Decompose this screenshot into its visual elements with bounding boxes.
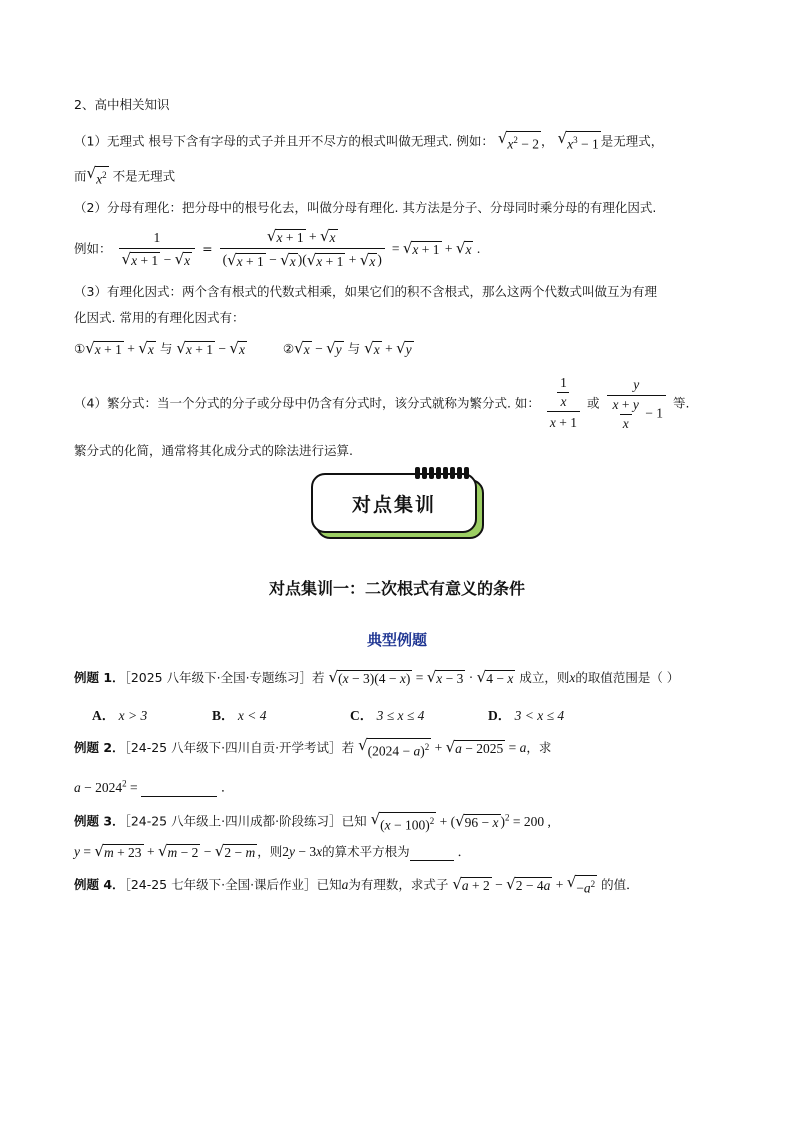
example-3: 例题 3．［24-25 八年级上·四川成都·阶段练习］已知 √ $(x - 100)^2$ + ( √ 96 − x )$^2$ = 200 , (74, 809, 551, 833)
fraction-rationalized: √ x + 1 + √ x ( √ x + 1 − √ x )( √ x + 1 + √ x ) (220, 228, 385, 270)
option-a[interactable]: A． x > 3 (92, 708, 148, 723)
example-4: 例题 4．［24-25 七年级下·全国·课后作业］已知a为有理数，求式子 √ a + 2 − √ 2 − 4a + √ $-a^2$ 的值． (74, 873, 639, 896)
training-title: 对点集训一：二次根式有意义的条件 (268, 579, 525, 598)
example-1: 例题 1．［2025 八年级下·全国·专题练习］若 √ (x − 3)(4 − x) = √ x − 3 · √ 4 − x 成立，则x的取值范围是（ ） (74, 668, 680, 687)
radical-x3-minus-1: √ $x^3 - 1$ (557, 129, 599, 152)
section-badge (311, 473, 483, 539)
example-2: 例题 2．［24-25 八年级下·四川自贡·开学考试］若 √ $(2024 - a)^2$ + √ a − 2025 = a，求 (74, 736, 552, 759)
paragraph-irrational-cont: 而 √ $x^2$ 不是无理式 (74, 164, 176, 187)
paragraph-rationalize: （2）分母有理化：把分母中的根号化去，叫做分母有理化. 其方法是分子、分母同时乘分母的有理化因式. (74, 200, 657, 215)
radical-x2: √ $x^2$ (86, 164, 107, 187)
factor-pairs: ① √ x + 1 + √ x 与 √ x + 1 − √ x ② √ x − √ y 与 √ x + √ y (74, 339, 412, 358)
fraction-one-over-diff: 1 √ x + 1 − √ x (119, 229, 196, 269)
rationalize-example: 例如： 1 √ x + 1 − √ x = √ x + 1 + √ x ( √ x + 1 − √ x )( √ x + 1 + √ x ) = √ x + 1 + √ x . (74, 227, 481, 269)
answer-blank[interactable] (141, 782, 217, 797)
section-heading: 2、高中相关知识 (74, 97, 170, 112)
paragraph-complex-fraction: （4）繁分式：当一个分式的分子或分母中仍含有分式时，该分式就称为繁分式. 如： $\frac{\frac{1}{x}}{x + 1}$ 或 y $\frac{x + y}{x}$ − 1 等. (74, 375, 690, 431)
option-d[interactable]: D． 3 < x ≤ 4 (488, 708, 565, 723)
example-3-cont: y = √ m + 23 + √ m − 2 − √ 2 − m ，则2y − 3x的算术平方根为 ． (74, 842, 471, 861)
answer-blank[interactable] (410, 846, 454, 861)
badge-label: 对点集训 (351, 493, 436, 516)
complex-fraction-1: $\frac{\frac{1}{x}}{x + 1}$ (547, 376, 580, 431)
radical-x2-minus-2: √ $x^2 - 2$ (497, 129, 540, 152)
paragraph-irrational: （1）无理式 根号下含有字母的式子并且开不尽方的根式叫做无理式. 例如： √ $x^2 - 2$ ， √ $x^3 - 1$ 是无理式， (74, 129, 664, 152)
option-b[interactable]: B． x < 4 (212, 708, 267, 723)
complex-fraction-2: y $\frac{x + y}{x}$ − 1 (607, 376, 667, 431)
examples-heading: 典型例题 (366, 631, 427, 649)
example-2-answer: $a - 2024^2$ = ． (74, 778, 234, 795)
paragraph-complex-fraction-cont: 繁分式的化简，通常将其化成分式的除法进行运算. (74, 443, 353, 458)
binder-rings-icon (415, 467, 469, 479)
option-c[interactable]: C． 3 ≤ x ≤ 4 (350, 708, 425, 723)
paragraph-factors: （3）有理化因式：两个含有根式的代数式相乘，如果它们的积不含根式，那么这两个代数式叫做互为有理 (74, 284, 657, 299)
paragraph-factors-cont: 化因式. 常用的有理化因式有： (74, 310, 245, 325)
